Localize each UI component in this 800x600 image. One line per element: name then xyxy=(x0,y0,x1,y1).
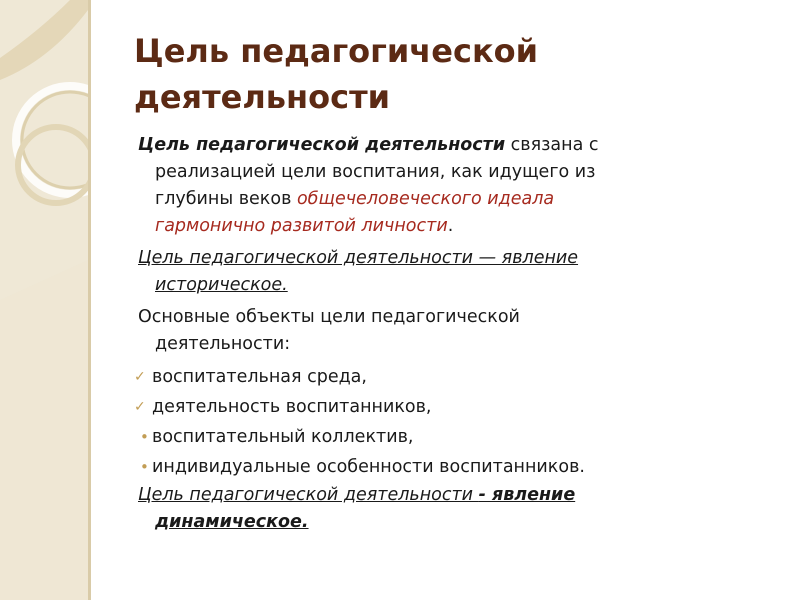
slide-title: Цель педагогической деятельности xyxy=(134,32,539,116)
objects-list xyxy=(134,362,758,482)
paragraph-dynamic: Цель педагогической деятельности - явление динамическое. xyxy=(138,485,576,532)
list-item: ✓ воспитательная среда, xyxy=(138,362,758,392)
dot-bullet-icon: • xyxy=(140,428,149,446)
checkmark-bullet-icon: ✓ xyxy=(134,369,146,385)
decorative-rings xyxy=(0,0,88,600)
paragraph-objects: Основные объекты цели педагогической деятельности: xyxy=(138,307,520,354)
list-item: ✓ деятельность воспитанников, xyxy=(138,392,758,422)
ideal-highlight: общечеловеческого идеала xyxy=(296,189,555,209)
goal-term: Цель педагогической деятельности xyxy=(138,135,506,155)
paragraph-historical: Цель педагогической деятельности — явление историческое. xyxy=(138,248,579,295)
sidebar-divider xyxy=(88,0,91,600)
list-item: • воспитательный коллектив, xyxy=(138,422,758,452)
paragraph-goal-connection: Цель педагогической деятельности связана с реализацией цели воспитания, как идущего из глубины веков общечеловеческого идеала гармонично развитой личности. xyxy=(138,135,599,236)
slide-content xyxy=(134,132,758,536)
dot-bullet-icon: • xyxy=(140,458,149,476)
decorative-sidebar xyxy=(0,0,88,600)
checkmark-bullet-icon: ✓ xyxy=(134,399,146,415)
personality-highlight: гармонично развитой личности xyxy=(155,216,448,236)
list-item: • индивидуальные особенности воспитанников. xyxy=(138,452,758,482)
